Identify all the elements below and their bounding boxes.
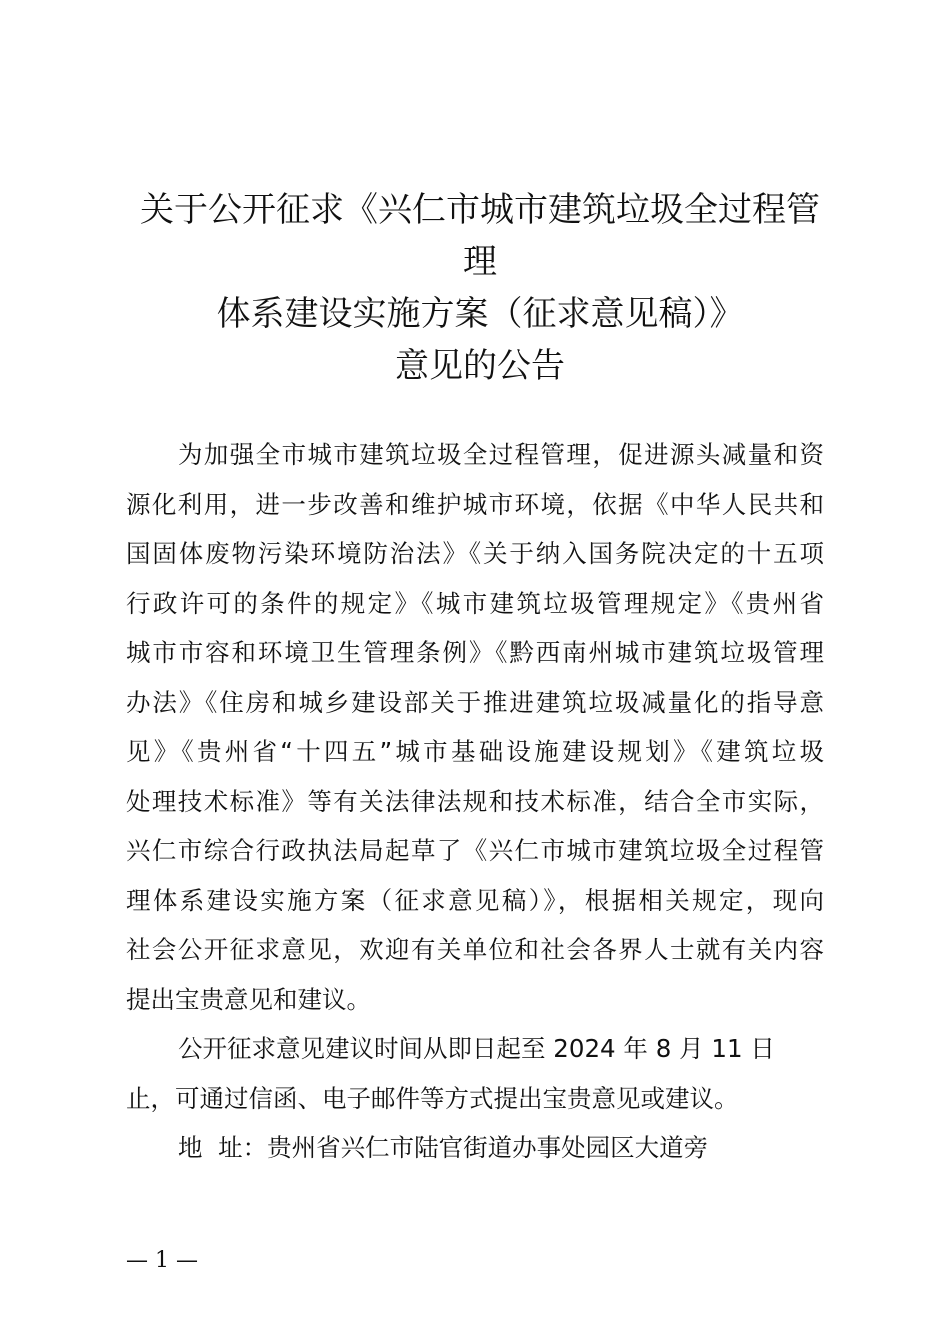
- body-line: 止，可通过信函、电子邮件等方式提出宝贵意见或建议。: [126, 1083, 739, 1113]
- body-line: 理体系建设实施方案（征求意见稿）》，根据相关规定，现向: [126, 885, 824, 915]
- body-line: 公开征求意见建议时间从即日起至 2024 年 8 月 11 日: [178, 1034, 775, 1063]
- body-line: 行政许可的条件的规定》《城市建筑垃圾管理规定》《贵州省: [126, 588, 824, 618]
- body-line: 提出宝贵意见和建议。: [126, 984, 371, 1014]
- body-line: 源化利用，进一步改善和维护城市环境，依据《中华人民共和: [126, 489, 824, 519]
- body-line: 社会公开征求意见，欢迎有关单位和社会各界人士就有关内容: [126, 935, 824, 964]
- title-line-1: 关于公开征求《兴仁市城市建筑垃圾全过程管: [140, 190, 820, 230]
- paragraph-address: [126, 1123, 824, 1173]
- body-line: 国固体废物污染环境防治法》《关于纳入国务院决定的十五项: [126, 539, 824, 568]
- body-line: 见》《贵州省“十四五”城市基础设施建设规划》《建筑垃圾: [126, 737, 824, 766]
- body-line: 处理技术标准》等有关法律法规和技术标准，结合全市实际，: [126, 786, 824, 816]
- page-number: — 1 —: [126, 1248, 198, 1273]
- body-line: 为加强全市城市建筑垃圾全过程管理，促进源头减量和资: [178, 440, 824, 469]
- paragraph-deadline: [126, 1024, 824, 1123]
- body-line: 兴仁市综合行政执法局起草了《兴仁市城市建筑垃圾全过程管: [126, 836, 824, 865]
- title-line-2: 理: [463, 242, 497, 282]
- address-line: 地 址：贵州省兴仁市陆官街道办事处园区大道旁: [178, 1133, 709, 1162]
- title-line-3: 体系建设实施方案（征求意见稿）》: [216, 294, 744, 334]
- body-line: 城市市容和环境卫生管理条例》《黔西南州城市建筑垃圾管理: [126, 638, 824, 667]
- body-line: 办法》《住房和城乡建设部关于推进建筑垃圾减量化的指导意: [126, 687, 824, 717]
- document-body: [126, 430, 824, 1173]
- title-line-4: 意见的公告: [395, 346, 565, 386]
- document-title: [120, 184, 840, 392]
- paragraph-intro: [126, 430, 824, 1024]
